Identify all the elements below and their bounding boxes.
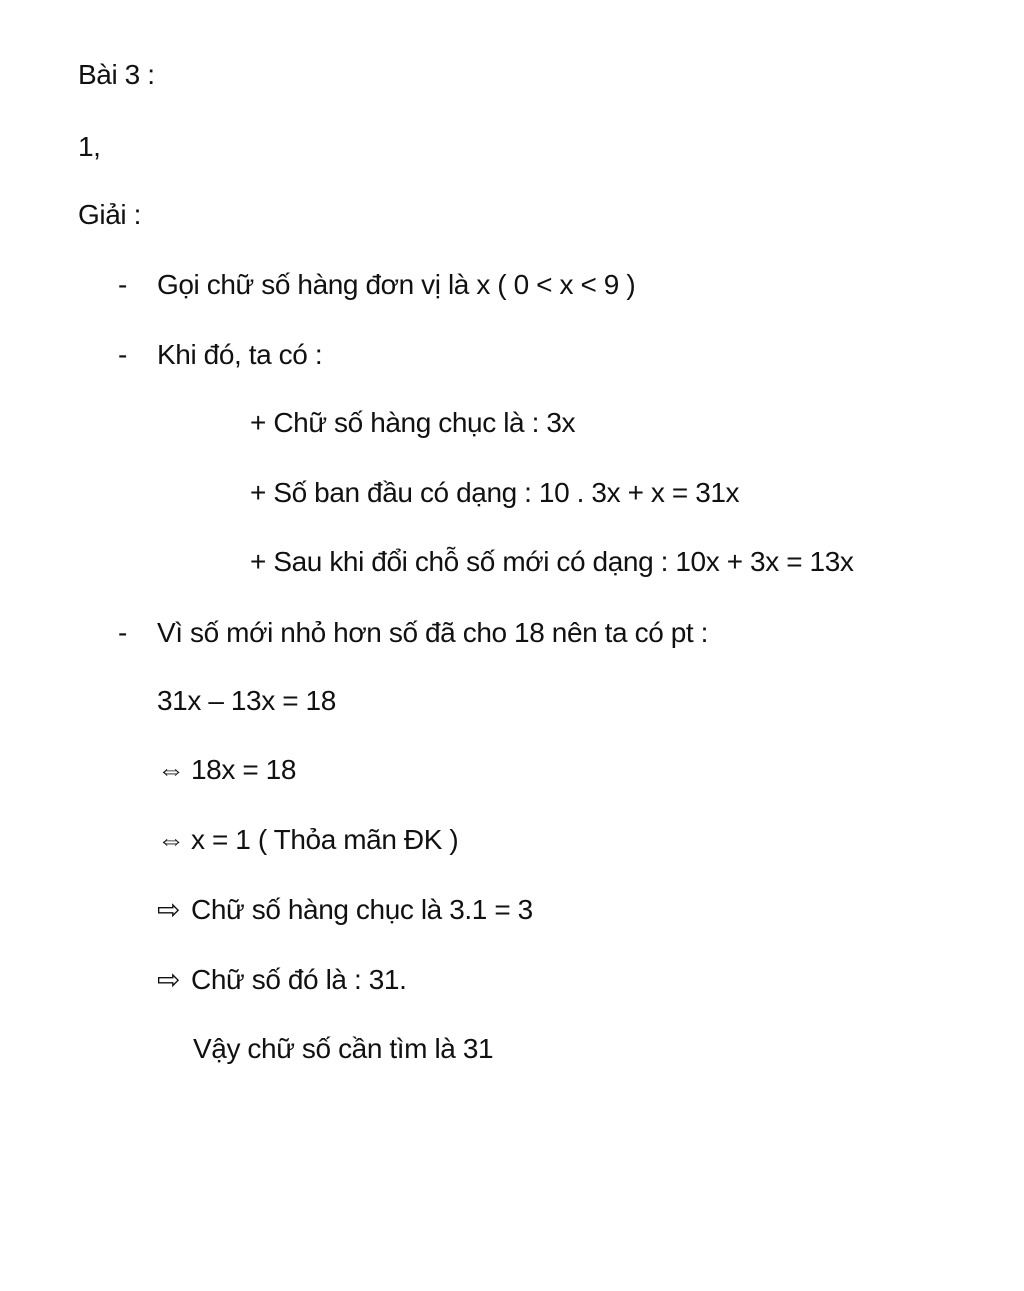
bullet-item: Gọi chữ số hàng đơn vị là x ( 0 < x < 9 )	[157, 269, 636, 300]
equivalence-arrow-icon: ⇔	[157, 754, 185, 785]
implication-step	[157, 963, 406, 997]
conclusion-text: Chữ số hàng chục là 3.1 = 3	[191, 894, 533, 925]
sub-item: + Chữ số hàng chục là : 3x	[250, 407, 576, 438]
problem-heading: Bài 3 :	[78, 59, 155, 90]
sub-item: + Sau khi đổi chỗ số mới có dạng : 10x + 3x = 13x	[250, 546, 854, 577]
step-text: 18x = 18	[191, 754, 296, 785]
equivalence-step	[157, 823, 458, 857]
bullet-marker: -	[118, 339, 128, 370]
sub-item: + Số ban đầu có dạng : 10 . 3x + x = 31x	[250, 477, 740, 508]
implies-arrow-icon: ⇨	[157, 964, 181, 995]
bullet-item: Khi đó, ta có :	[157, 339, 323, 370]
step-text: x = 1 ( Thỏa mãn ĐK )	[191, 824, 459, 855]
implication-step	[157, 893, 533, 927]
bullet-marker: -	[118, 269, 128, 300]
equivalence-step	[157, 753, 296, 787]
conclusion-text: Chữ số đó là : 31.	[191, 964, 407, 995]
bullet-marker: -	[118, 617, 128, 648]
part-number: 1,	[78, 131, 101, 162]
implies-arrow-icon: ⇨	[157, 894, 181, 925]
equivalence-arrow-icon: ⇔	[157, 824, 185, 855]
final-answer: Vậy chữ số cần tìm là 31	[193, 1033, 494, 1064]
solution-label: Giải :	[78, 199, 141, 230]
equation-line: 31x – 13x = 18	[157, 685, 336, 716]
bullet-item: Vì số mới nhỏ hơn số đã cho 18 nên ta có pt :	[157, 617, 709, 648]
